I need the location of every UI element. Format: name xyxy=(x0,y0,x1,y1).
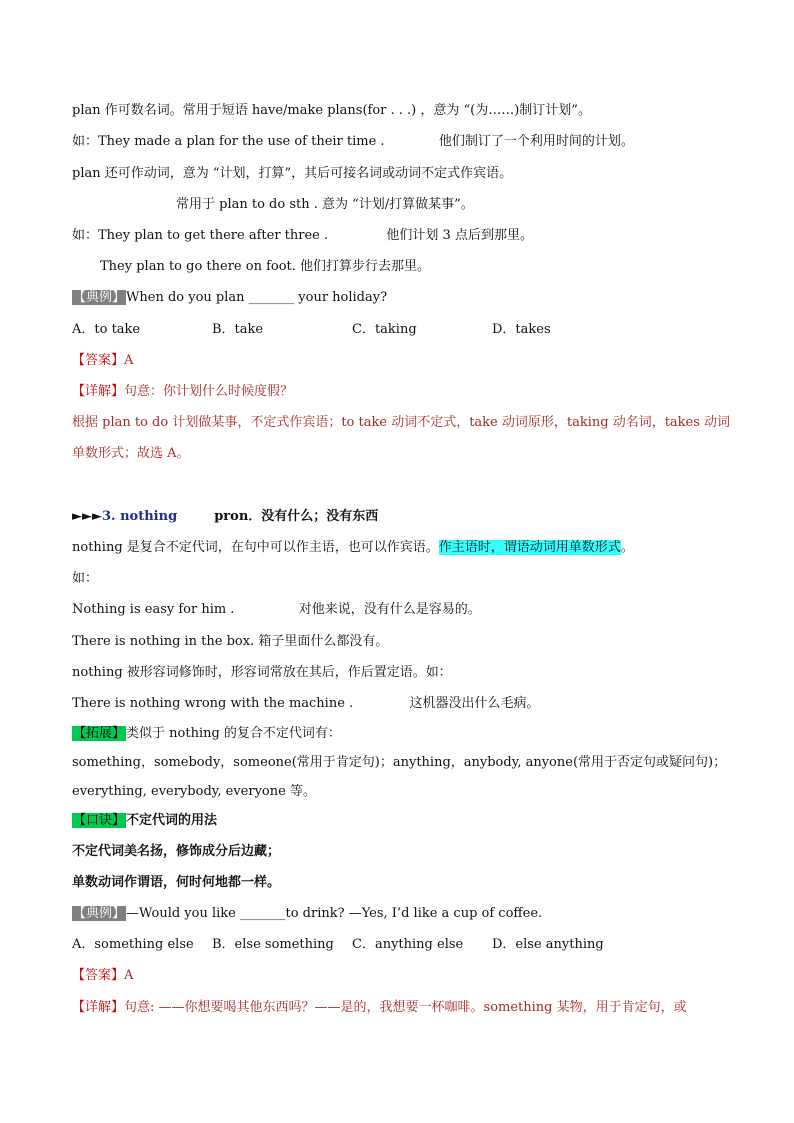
detail-1 xyxy=(72,383,293,401)
section-word: 3. nothing xyxy=(102,509,178,524)
rhyme-tag: 【口诀】 xyxy=(73,813,126,828)
arrow-icon: ►►► xyxy=(72,509,102,524)
answer-1 xyxy=(72,352,133,370)
highlight-rule: 作主语时，谓语动词用单数形式 xyxy=(438,540,621,555)
example-line-2 xyxy=(72,227,533,245)
question-text: When do you plan _______ your holiday? xyxy=(126,290,388,305)
extension-list: something，somebody，someone(常用于肯定句)；anything，anybody, anyone(常用于否定句或疑问句)； xyxy=(72,755,727,770)
example-en: 如：They made a plan for the use of their time . xyxy=(72,134,385,149)
answer-2 xyxy=(72,967,133,985)
extension-tag: 【拓展】 xyxy=(73,726,126,741)
example-line-4 xyxy=(72,601,481,619)
option-a: A．to take xyxy=(72,322,141,337)
detail-tag: 【详解】 xyxy=(72,384,125,399)
extension-line xyxy=(72,725,341,743)
example-line-1 xyxy=(72,133,634,151)
answer-tag: 【答案】 xyxy=(72,968,125,983)
example-line-3: They plan to go there on foot. 他们打算步行去那里。 xyxy=(100,259,431,274)
rhyme-verse-2: 单数动词作谓语，何时何地都一样。 xyxy=(72,875,281,890)
extension-text: 类似于 nothing 的复合不定代词有： xyxy=(126,726,341,741)
detail-1-body-cont: 单数形式；故选 A。 xyxy=(72,446,190,461)
option-b: B．take xyxy=(212,322,264,337)
nothing-def: nothing 是复合不定代词，在句中可以作主语，也可以作宾语。 xyxy=(72,540,439,555)
plan-verb-line: plan 还可作动词，意为 “计划，打算”，其后可接名词或动词不定式作宾语。 xyxy=(72,166,513,181)
options-2 xyxy=(72,936,632,954)
extension-list-cont: everything, everybody, everyone 等。 xyxy=(72,784,316,799)
example-cn: 他们计划 3 点后到那里。 xyxy=(386,228,533,243)
option-a: A．something else xyxy=(72,937,194,952)
example-line-6 xyxy=(72,695,539,713)
rhyme-verse-1: 不定代词美名扬，修饰成分后边藏； xyxy=(72,844,281,859)
answer-tag: 【答案】 xyxy=(72,353,125,368)
option-b: B．else something xyxy=(212,937,334,952)
detail-text: 句意：你计划什么时候度假？ xyxy=(124,384,294,399)
rhyme-title: 不定代词的用法 xyxy=(126,813,218,828)
example-en: Nothing is easy for him . xyxy=(72,602,235,617)
plan-usage-line: 常用于 plan to do sth . 意为 “计划/打算做某事”。 xyxy=(176,197,474,212)
option-d: D．else anything xyxy=(492,937,604,952)
typical-example-tag: 【典例】 xyxy=(73,290,126,305)
detail-2 xyxy=(72,999,687,1017)
rhyme-line xyxy=(72,812,217,830)
example-cn: 他们制订了一个利用时间的计划。 xyxy=(438,134,634,149)
option-c: C．anything else xyxy=(352,937,464,952)
punct: 。 xyxy=(620,540,634,555)
example-question-2 xyxy=(72,905,542,923)
example-en: There is nothing wrong with the machine . xyxy=(72,696,354,711)
section-heading xyxy=(72,508,378,526)
answer-value: A xyxy=(124,353,134,368)
option-d: D．takes xyxy=(492,322,551,337)
nothing-def-line xyxy=(72,539,634,557)
detail-tag: 【详解】 xyxy=(72,1000,125,1015)
detail-text: 句意: ——你想要喝其他东西吗？——是的，我想要一杯咖啡。 xyxy=(124,1000,484,1015)
option-c: C．taking xyxy=(352,322,417,337)
example-line-5: There is nothing in the box. 箱子里面什么都没有。 xyxy=(72,634,389,649)
detail-1-body: 根据 plan to do 计划做某事，不定式作宾语；to take 动词不定式，take 动词原形，taking 动名词，takes 动词 xyxy=(72,415,731,430)
nothing-adj-line: nothing 被形容词修饰时，形容词常放在其后，作后置定语。如： xyxy=(72,665,452,680)
section-pos: pron．没有什么；没有东西 xyxy=(214,509,379,524)
question-text: —Would you like _______to drink? —Yes, I’d like a cup of coffee. xyxy=(126,906,543,921)
example-cn: 对他来说，没有什么是容易的。 xyxy=(298,602,481,617)
detail-text-cont: something 某物，用于肯定句，或 xyxy=(483,1000,687,1015)
plan-noun-line: plan 作可数名词。常用于短语 have/make plans(for . . .) ，意为 “(为……)制订计划”。 xyxy=(72,103,591,118)
answer-value: A xyxy=(124,968,134,983)
example-en: 如：They plan to get there after three . xyxy=(72,228,329,243)
typical-example-tag: 【典例】 xyxy=(73,906,126,921)
example-cn: 这机器没出什么毛病。 xyxy=(409,696,540,711)
options-1 xyxy=(72,321,632,339)
example-question-1 xyxy=(72,289,387,307)
example-intro: 如： xyxy=(72,571,99,586)
